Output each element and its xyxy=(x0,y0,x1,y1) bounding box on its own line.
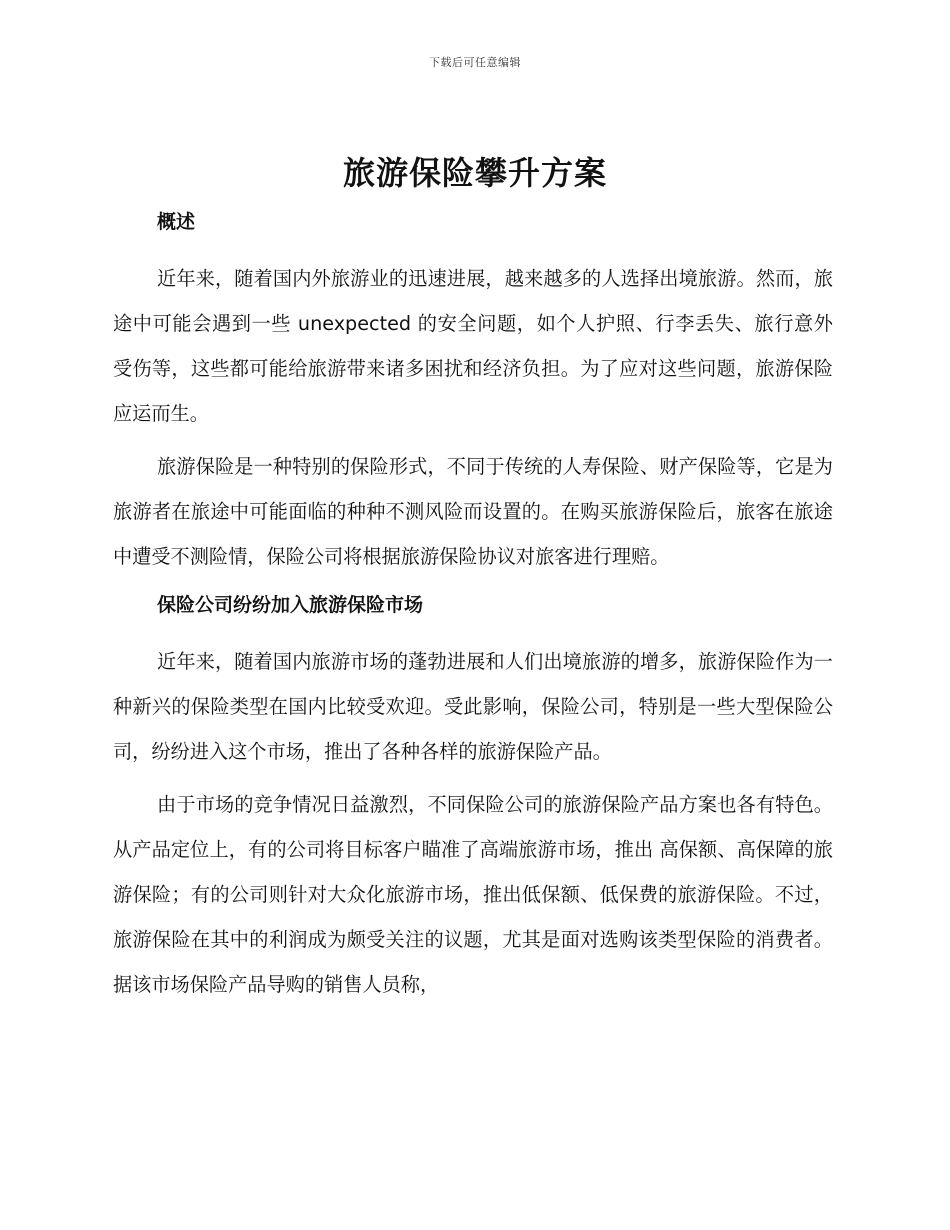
document-title: 旅游保险攀升方案 xyxy=(342,154,607,192)
paragraph: 旅游保险是一种特别的保险形式，不同于传统的人寿保险、财产保险等，它是为旅游者在旅途中可能面临的种种不测风险而设置的。在购买旅游保险后，旅客在旅途中遭受不测险情，保险公司将根据旅游保险协议对旅客进行理赔。 xyxy=(113,455,833,568)
header-note: 下载后可任意编辑 xyxy=(429,56,521,69)
paragraph: 近年来，随着国内外旅游业的迅速进展，越来越多的人选择出境旅游。然而，旅途中可能会遇到一些 unexpected 的安全问题，如个人护照、行李丢失、旅行意外受伤等，这些都可能给旅游带来诸多困扰和经济负担。为了应对这些问题，旅游保险应运而生。 xyxy=(113,267,833,425)
section-heading-overview: 概述 xyxy=(157,211,196,233)
paragraph: 近年来，随着国内旅游市场的蓬勃进展和人们出境旅游的增多，旅游保险作为一种新兴的保险类型在国内比较受欢迎。受此影响，保险公司，特别是一些大型保险公司，纷纷进入这个市场，推出了各种各样的旅游保险产品。 xyxy=(113,650,833,763)
paragraph: 由于市场的竞争情况日益激烈，不同保险公司的旅游保险产品方案也各有特色。从产品定位上，有的公司将目标客户瞄准了高端旅游市场，推出 高保额、高保障的旅游保险；有的公司则针对大众化旅游市场，推出低保额、低保费的旅游保险。不过，旅游保险在其中的利润成为颇受关注的议题，尤其是面对选购该类型保险的消费者。据该市场保险产品导购的销售人员称， xyxy=(113,793,833,996)
document-body xyxy=(113,204,833,1007)
section-heading-market: 保险公司纷纷加入旅游保险市场 xyxy=(157,594,424,616)
